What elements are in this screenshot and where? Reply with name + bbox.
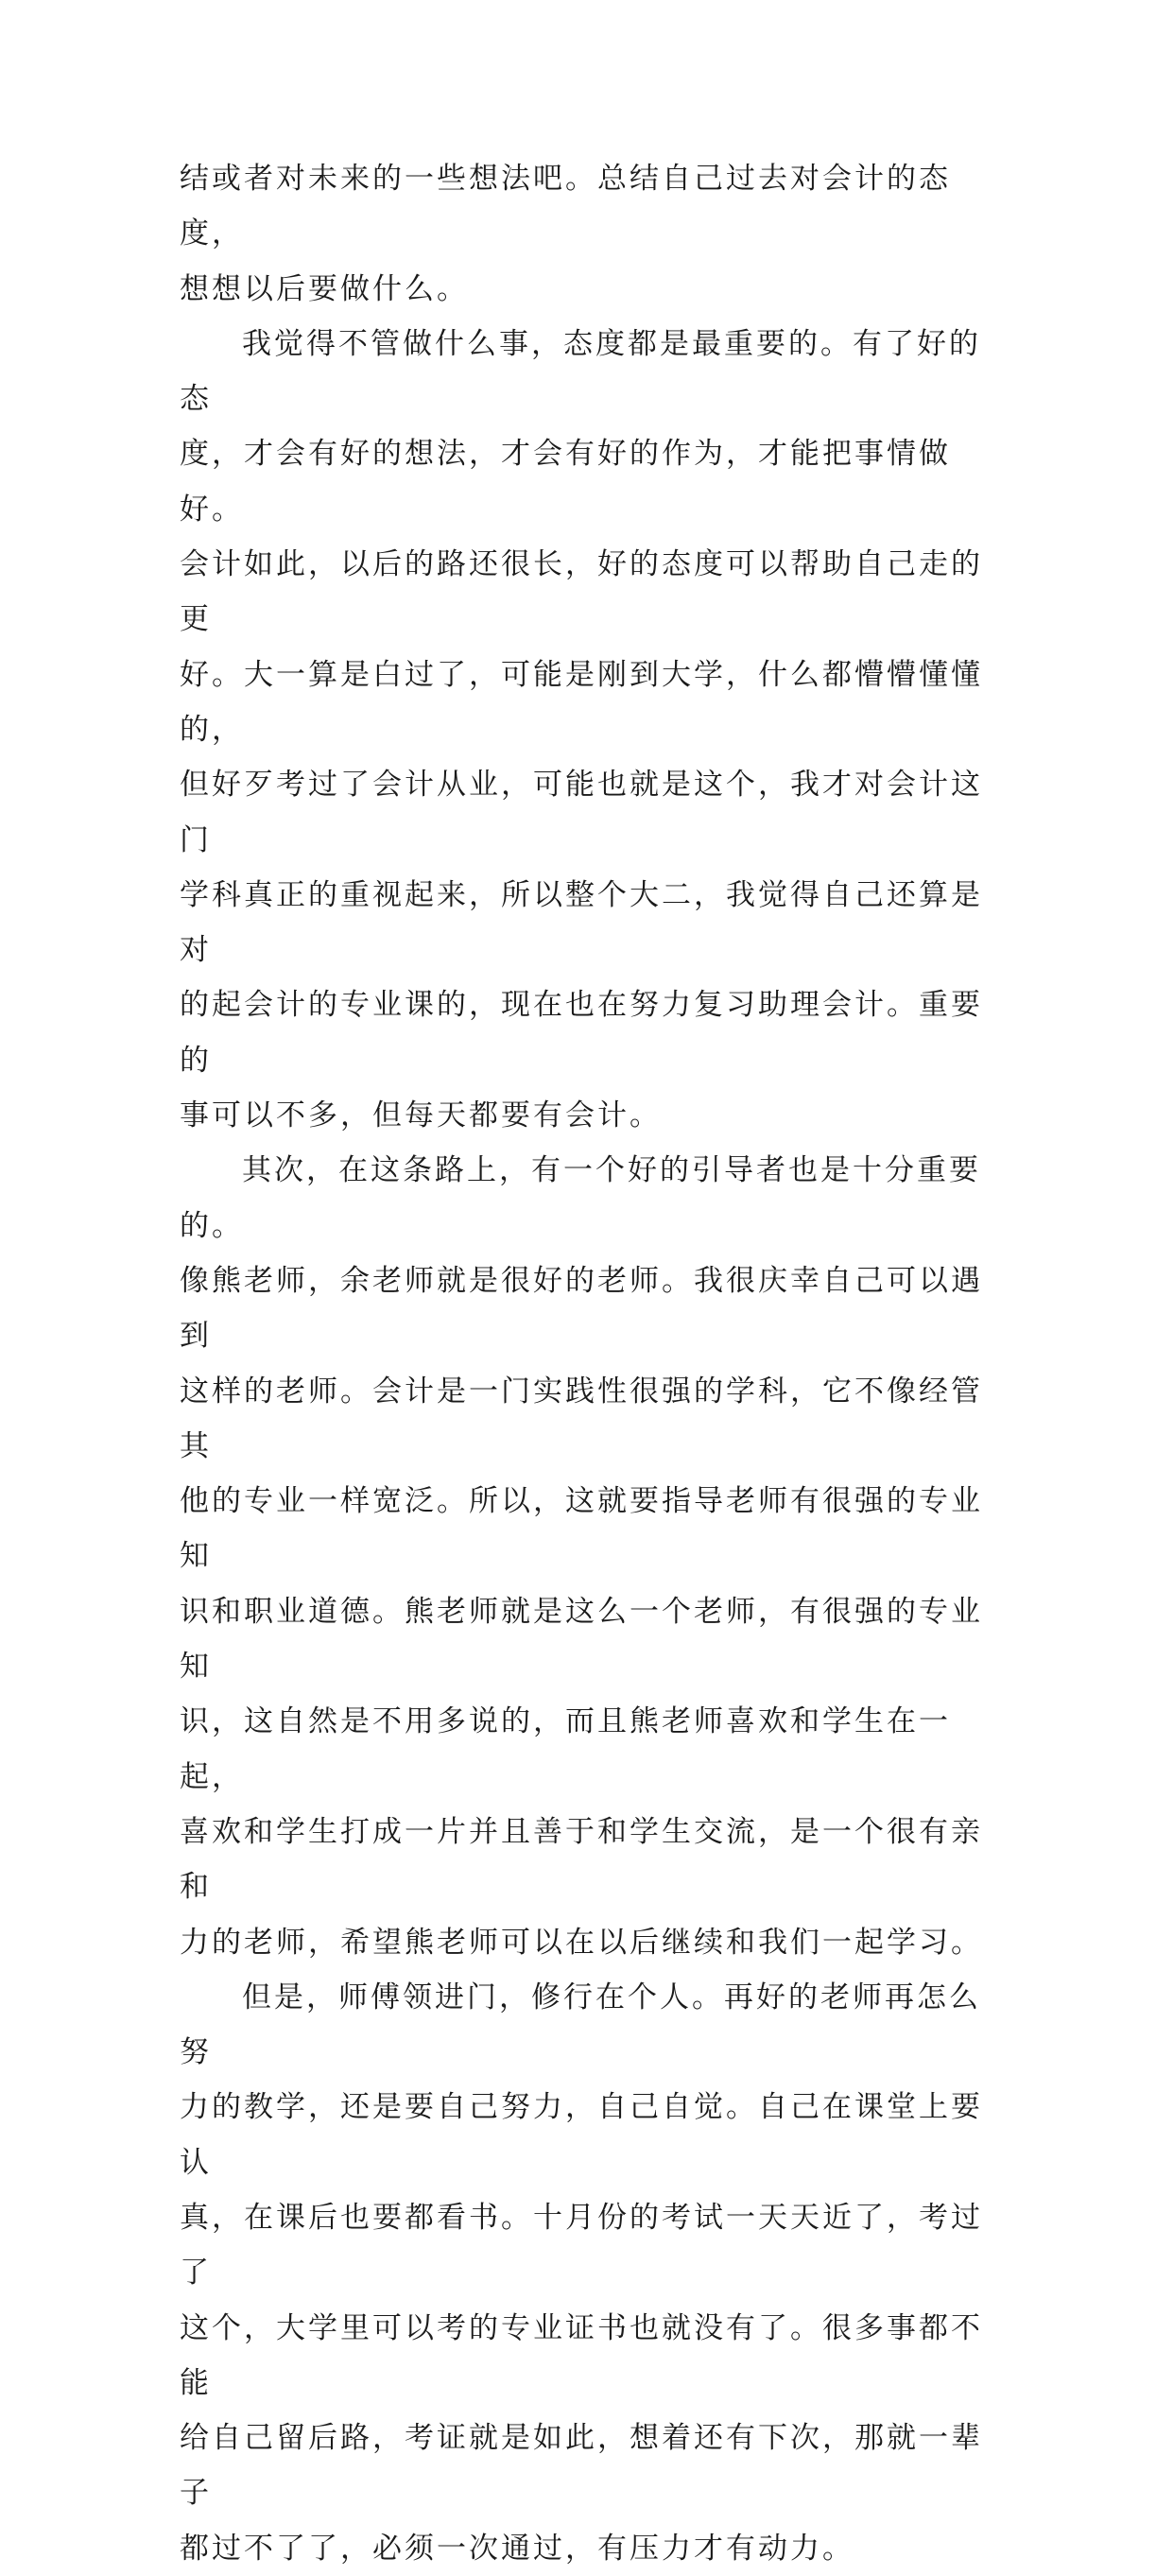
text-line: 力的老师，希望熊老师可以在以后继续和我们一起学习。 xyxy=(180,1925,983,1960)
text-line: 结或者对未来的一些想法吧。总结自己过去对会计的态度， xyxy=(180,162,951,251)
text-line: 好。大一算是白过了，可能是刚到大学，什么都懵懵懂懂的， xyxy=(180,657,983,747)
text-line: 会计如此，以后的路还很长，好的态度可以帮助自己走的更 xyxy=(180,547,983,637)
text-line: 识和职业道德。熊老师就是这么一个老师，有很强的专业知 xyxy=(180,1594,983,1685)
paragraph-4 xyxy=(180,1970,1002,2576)
text-line: 但是，师傅领进门，修行在个人。再好的老师再怎么努 xyxy=(180,1980,981,2070)
text-line: 想想以后要做什么。 xyxy=(180,271,469,306)
text-line: 其次，在这条路上，有一个好的引导者也是十分重要的。 xyxy=(180,1153,981,1243)
text-line: 真，在课后也要都看书。十月份的考试一天天近了，考过了 xyxy=(180,2200,983,2291)
paragraph-1 xyxy=(180,151,1002,317)
text-line: 力的教学，还是要自己努力，自己自觉。自己在课堂上要认 xyxy=(180,2090,983,2180)
document-body xyxy=(180,151,1002,2576)
text-line: 都过不了了，必须一次通过，有压力才有动力。 xyxy=(180,2531,854,2566)
text-line: 度，才会有好的想法，才会有好的作为，才能把事情做好。 xyxy=(180,437,951,527)
text-line: 事可以不多，但每天都要有会计。 xyxy=(180,1098,662,1133)
text-line: 我觉得不管做什么事，态度都是最重要的。有了好的态 xyxy=(180,326,981,417)
text-line: 的起会计的专业课的，现在也在努力复习助理会计。重要的 xyxy=(180,988,983,1078)
text-line: 这个，大学里可以考的专业证书也就没有了。很多事都不能 xyxy=(180,2310,983,2400)
text-line: 学科真正的重视起来，所以整个大二，我觉得自己还算是对 xyxy=(180,877,983,968)
text-line: 识，这自然是不用多说的，而且熊老师喜欢和学生在一起， xyxy=(180,1704,951,1794)
text-line: 他的专业一样宽泛。所以，这就要指导老师有很强的专业知 xyxy=(180,1484,983,1574)
text-line: 像熊老师，余老师就是很好的老师。我很庆幸自己可以遇到 xyxy=(180,1263,983,1354)
text-line: 这样的老师。会计是一门实践性很强的学科，它不像经管其 xyxy=(180,1374,983,1463)
paragraph-2 xyxy=(180,317,1002,1143)
text-line: 喜欢和学生打成一片并且善于和学生交流，是一个很有亲和 xyxy=(180,1814,983,1905)
paragraph-3 xyxy=(180,1143,1002,1969)
text-line: 但好歹考过了会计从业，可能也就是这个，我才对会计这门 xyxy=(180,768,983,857)
text-line: 给自己留后路，考证就是如此，想着还有下次，那就一辈子 xyxy=(180,2421,983,2511)
